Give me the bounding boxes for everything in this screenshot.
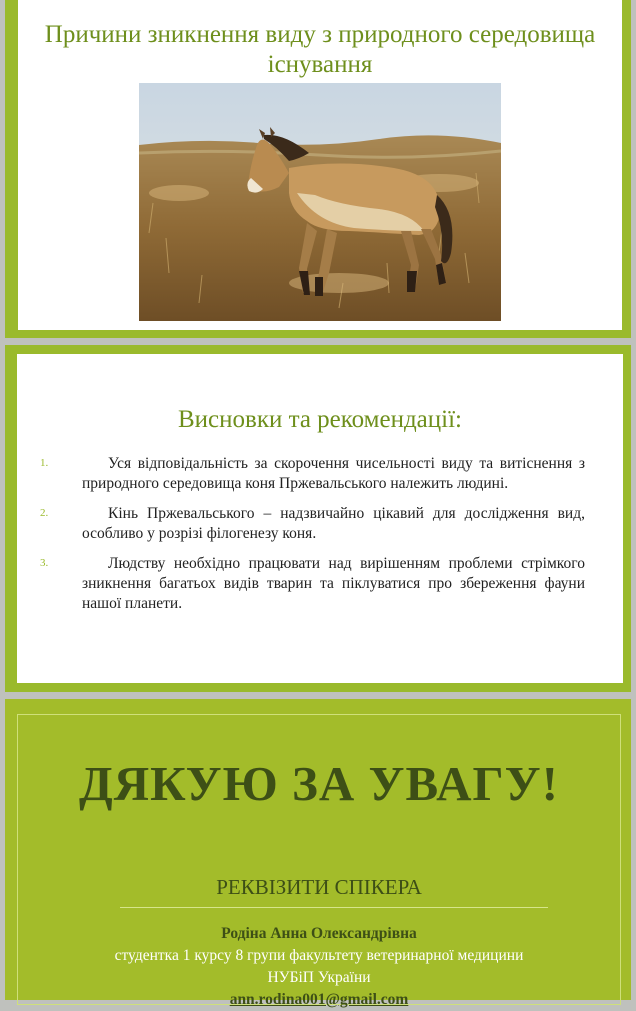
slide-title: Причини зникнення виду з природного середовища існування bbox=[44, 21, 596, 78]
slide-frame bbox=[17, 714, 621, 1008]
slide-thanks bbox=[5, 699, 631, 1008]
speaker-university: НУБіП України bbox=[267, 969, 371, 986]
list-item-number: 2. bbox=[40, 507, 49, 519]
list-item bbox=[40, 504, 585, 544]
speaker-position: студентка 1 курсу 8 групи факультету ветеринарної медицини bbox=[114, 947, 524, 964]
slide-content bbox=[17, 354, 623, 683]
divider bbox=[120, 907, 548, 908]
horse-photo bbox=[139, 83, 501, 321]
list-item-number: 1. bbox=[40, 457, 49, 469]
thanks-heading: ДЯКУЮ ЗА УВАГУ! bbox=[79, 756, 559, 811]
speaker-name: Родіна Анна Олександрівна bbox=[221, 925, 417, 942]
speaker-email-link[interactable]: ann.rodina001@gmail.com bbox=[229, 991, 409, 1008]
list-item-text: Людству необхідно працювати над вирішенням проблеми стрімкого зникнення багатьох видів тварин та піклуватися про збереження фауни нашої планети. bbox=[82, 555, 585, 612]
slide-conclusions bbox=[5, 345, 631, 692]
speaker-info bbox=[18, 923, 620, 1011]
list-item bbox=[40, 554, 585, 614]
list-item bbox=[40, 454, 585, 494]
conclusions-list bbox=[40, 454, 585, 624]
list-item-number: 3. bbox=[40, 557, 49, 569]
list-item-text: Уся відповідальність за скорочення чисельності виду та витіснення з природного середовища коня Пржевальського належить людині. bbox=[82, 455, 585, 492]
slide-causes bbox=[5, 0, 631, 338]
speaker-requisites-heading: РЕКВІЗИТИ СПІКЕРА bbox=[216, 875, 422, 899]
list-item-text: Кінь Пржевальського – надзвичайно цікавий для дослідження вид, особливо у розрізі філогенезу коня. bbox=[82, 505, 585, 542]
slide-title: Висновки та рекомендації: bbox=[177, 406, 462, 433]
